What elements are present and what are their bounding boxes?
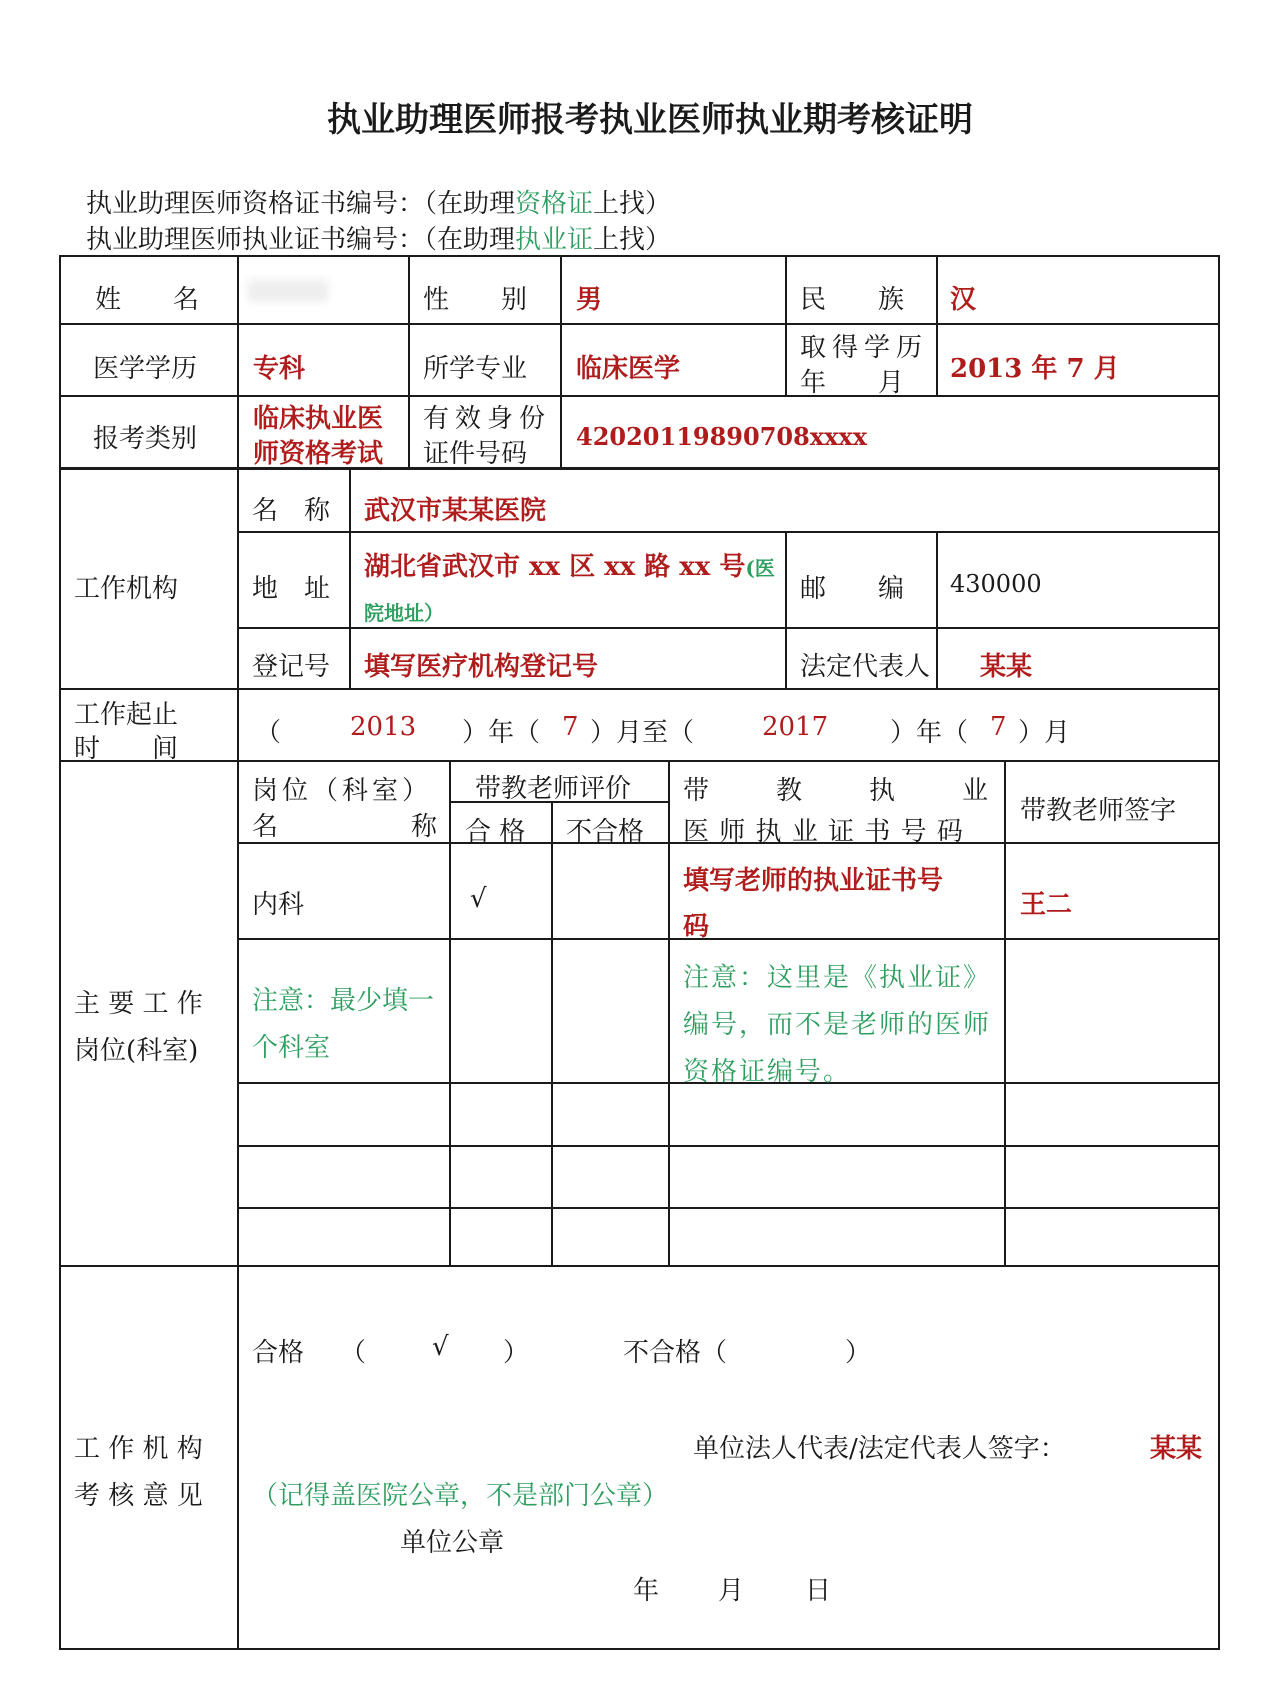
ethnicity-label: 民 族 xyxy=(800,285,905,315)
date-month-label: 月 xyxy=(718,1576,745,1606)
qualification-cert-green: 资格证 xyxy=(515,189,594,219)
review-pass-close: ） xyxy=(503,1338,530,1368)
eval-header: 带教老师评价 xyxy=(475,774,632,804)
edu-date-label-2: 年 月 xyxy=(800,368,905,398)
legal-rep-value: 某某 xyxy=(980,652,1033,682)
qualification-cert-suffix: 上找） xyxy=(593,189,672,219)
review-fail-close: ） xyxy=(845,1338,872,1368)
org-name-value: 武汉市某某医院 xyxy=(364,496,547,526)
edu-date-value: 2013 年 7 月 xyxy=(950,354,1120,384)
review-label-1: 工 作 机 构 xyxy=(74,1434,203,1464)
post-note-2: 个科室 xyxy=(252,1033,331,1063)
period-mid-1: ）年（ xyxy=(462,718,541,748)
period-mid-2: ）月至（ xyxy=(590,718,695,748)
name-value-redacted xyxy=(248,280,328,302)
page-title: 执业助理医师报考执业医师执业期考核证明 xyxy=(327,100,973,140)
post-row-license-2: 码 xyxy=(683,912,710,942)
period-start-month: 7 xyxy=(562,712,579,742)
post-row-pass-mark: √ xyxy=(470,884,487,914)
eval-fail-header: 不合格 xyxy=(566,817,645,847)
exam-type-label: 报考类别 xyxy=(93,424,198,454)
education-value: 专科 xyxy=(253,354,306,384)
id-label-2: 证件号码 xyxy=(423,439,528,469)
period-end-month: 7 xyxy=(990,712,1007,742)
review-pass-label: 合格 xyxy=(252,1338,305,1368)
post-row-sign: 王二 xyxy=(1020,890,1073,920)
review-pass-mark: √ xyxy=(432,1332,449,1362)
qualification-cert-line xyxy=(86,183,671,220)
ethnicity-value: 汉 xyxy=(950,285,977,315)
postcode-value: 430000 xyxy=(950,570,1042,598)
seal-label: 单位公章 xyxy=(400,1528,505,1558)
license-note-3: 资格证编号。 xyxy=(683,1057,852,1087)
license-header-1a: 带 xyxy=(683,776,710,806)
legal-rep-label: 法定代表人 xyxy=(800,652,931,682)
license-header-1b: 教 xyxy=(775,776,802,806)
date-year-label: 年 xyxy=(633,1576,660,1606)
gender-label: 性 别 xyxy=(423,285,528,315)
period-end: ）月 xyxy=(1018,718,1071,748)
posts-label-1: 主 要 工 作 xyxy=(74,989,203,1019)
postcode-label: 邮 编 xyxy=(800,574,905,604)
post-header-2a: 名 xyxy=(252,812,279,842)
period-start-year: 2013 xyxy=(350,712,417,742)
license-note-2: 编号，而不是老师的医师 xyxy=(683,1010,992,1040)
practice-cert-green: 执业证 xyxy=(515,225,594,255)
id-number-value: 42020119890708xxxx xyxy=(576,422,868,451)
edu-date-label-1: 取得学历 xyxy=(800,333,929,363)
license-header-2: 医 师 执 业 证 书 号 码 xyxy=(683,817,964,847)
name-label: 姓 名 xyxy=(95,285,200,315)
post-header-2 xyxy=(252,806,437,843)
period-end-year: 2017 xyxy=(762,712,829,742)
eval-pass-header: 合 格 xyxy=(465,817,526,847)
period-mid-3: ）年（ xyxy=(890,718,969,748)
reg-no-value: 填写医疗机构登记号 xyxy=(364,652,599,682)
post-row-license-1: 填写老师的执业证书号 xyxy=(683,866,944,896)
post-header-2b: 称 xyxy=(410,812,437,842)
sign-header: 带教老师签字 xyxy=(1020,796,1177,826)
practice-cert-suffix: 上找） xyxy=(593,225,672,255)
period-label-2: 时 间 xyxy=(74,734,179,764)
license-header-1 xyxy=(683,770,988,807)
license-header-1d: 业 xyxy=(961,776,988,806)
review-pass-open: （ xyxy=(340,1338,367,1368)
org-name-label: 名 称 xyxy=(252,496,331,526)
org-address-label: 地 址 xyxy=(252,574,331,604)
license-note-1: 注意：这里是《执业证》 xyxy=(683,963,992,993)
date-day-label: 日 xyxy=(805,1576,832,1606)
period-label-1: 工作起止 xyxy=(74,700,179,730)
gender-value: 男 xyxy=(576,285,603,315)
major-label: 所学专业 xyxy=(423,354,528,384)
period-open: （ xyxy=(255,718,282,748)
review-sign-value: 某某 xyxy=(1150,1434,1203,1464)
org-address-note-1: (医 xyxy=(745,556,775,580)
org-address-text: 湖北省武汉市 xx 区 xx 路 xx 号 xyxy=(364,552,746,582)
org-address-value xyxy=(364,546,775,583)
exam-type-value-1: 临床执业医 xyxy=(253,404,384,434)
post-note-1: 注意：最少填一 xyxy=(252,986,435,1016)
review-fail-label: 不合格（ xyxy=(623,1338,728,1368)
education-label: 医学学历 xyxy=(93,354,198,384)
license-header-1c: 执 xyxy=(868,776,895,806)
review-sign-label: 单位法人代表/法定代表人签字： xyxy=(693,1434,1066,1464)
org-label: 工作机构 xyxy=(74,574,179,604)
practice-cert-prefix: 执业助理医师执业证书编号：（在助理 xyxy=(86,225,516,255)
seal-note: （记得盖医院公章，不是部门公章） xyxy=(252,1481,669,1511)
org-address-note-2: 院地址） xyxy=(364,601,444,625)
reg-no-label: 登记号 xyxy=(252,652,331,682)
qualification-cert-prefix: 执业助理医师资格证书编号：（在助理 xyxy=(86,189,516,219)
exam-type-value-2: 师资格考试 xyxy=(253,439,384,469)
major-value: 临床医学 xyxy=(576,354,681,384)
post-header-1: 岗位（科室） xyxy=(252,776,433,806)
practice-cert-line xyxy=(86,219,671,256)
review-label-2: 考 核 意 见 xyxy=(74,1481,203,1511)
id-label-1: 有效身份 xyxy=(423,404,552,434)
post-row-dept: 内科 xyxy=(252,890,305,920)
posts-label-2: 岗位(科室) xyxy=(74,1036,199,1066)
